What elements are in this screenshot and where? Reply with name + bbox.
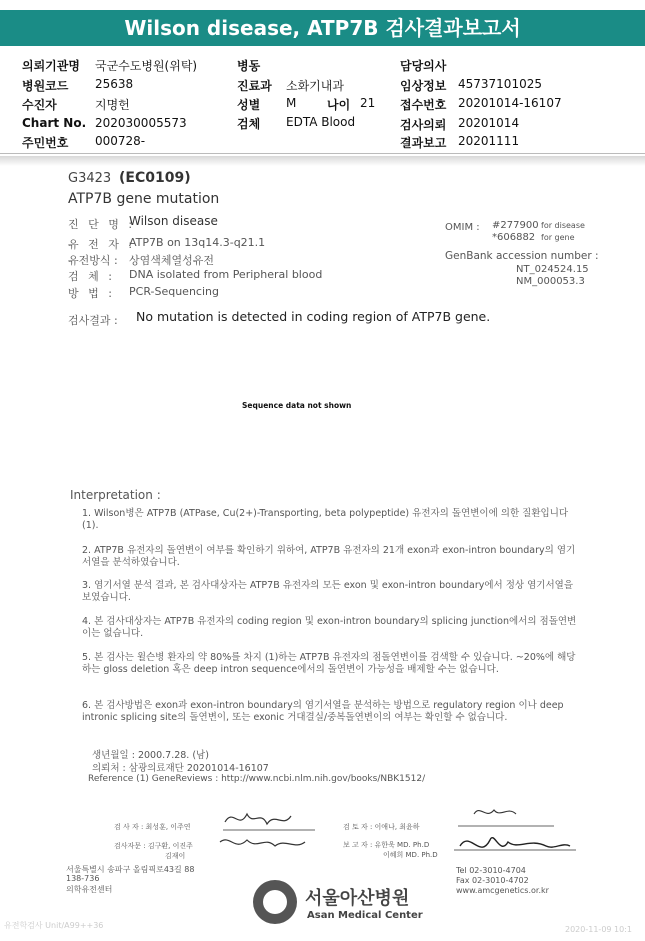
test-code-2: (EC0109) [119, 170, 191, 186]
header-value: M [286, 96, 297, 110]
test-code: G3423 [68, 171, 112, 186]
interpretation-item: 6. 본 검사방법은 exon과 exon-intron boundary의 염기서열을 분석하는 방법으로 regulatory region 이나 deep intronic splicing site의 돌연변이, 또는 exonic 거대결실/중복돌연변이의 여부는 확인할 수 없습니다. [82, 700, 564, 723]
header-value: 25638 [95, 77, 134, 91]
interpretation-item: 1. Wilson병은 ATP7B (ATPase, Cu(2+)-Transporting, beta polypeptide) 유전자의 돌연변이에 의한 질환입니다 (1). [82, 508, 569, 531]
field-value: ATP7B on 13q14.3-q21.1 [129, 236, 266, 249]
header-value: 45737101025 [458, 77, 542, 91]
footer-code: 유전학검사 Unit/A99++36 [4, 921, 104, 930]
interpretation-item: 5. 본 검사는 윌슨병 환자의 약 80%를 차지 (1)하는 ATP7B 유전자의 점돌연변이를 검색할 수 있습니다. ~20%에 해당하는 gloss deletion 혹은 deep intron sequence에서의 돌연변이 가능성을 배제할 수는 없습니다. [82, 652, 576, 675]
header-value: 000728- [95, 134, 146, 148]
header-value: 202030005573 [95, 116, 187, 130]
omim-2-note: for gene [541, 233, 575, 242]
field-label: 방 법 : [68, 287, 115, 300]
header-value: 지명헌 [95, 98, 130, 112]
fax: Fax 02-3010-4702 [456, 876, 529, 885]
age-value: 21 [360, 96, 376, 110]
logo-korean: 서울아산병원 [305, 888, 410, 909]
omim-label: OMIM : [445, 222, 480, 233]
reviewer-label: 검 토 자 : 이애나, 최윤하 [343, 823, 420, 831]
field-value: 상염색체열성유전 [129, 254, 215, 267]
header-key: 검사의뢰 [400, 118, 447, 132]
tester-signature [205, 800, 320, 860]
field-label: 유전방식 : [68, 254, 118, 267]
header-key: 접수번호 [400, 98, 447, 112]
birth-date: 생년월일 : 2000.7.28. (남) [92, 750, 209, 761]
header-key: 임상정보 [400, 79, 447, 93]
header-value: 20201014-16107 [458, 96, 562, 110]
reference: Reference (1) GeneReviews : http://www.ncbi.nlm.nih.gov/books/NBK1512/ [88, 774, 426, 784]
interpretation-item: 3. 염기서열 분석 결과, 본 검사대상자는 ATP7B 유전자의 모든 exon 및 exon-intron boundary에서 정상 염기서열을 보였습니다. [82, 580, 573, 603]
result-label: 검사결과 : [68, 314, 118, 327]
header-value: 20201111 [458, 134, 520, 148]
field-value: DNA isolated from Peripheral blood [129, 268, 323, 281]
manager-sub: 김재이 [165, 852, 186, 860]
report-title: Wilson disease, ATP7B 검사결과보고서 [0, 10, 645, 46]
header-key: Chart No. [22, 116, 87, 130]
header-value: 국군수도병원(위탁) [95, 59, 198, 73]
reporter-sub: 이혜희 MD. Ph.D [383, 851, 438, 859]
reporter-label: 보 고 자 : 유한욱 MD. Ph.D [343, 841, 430, 849]
address-line-2: 138-736 [66, 874, 100, 883]
website: www.amcgenetics.or.kr [456, 886, 549, 895]
interpretation-item: 4. 본 검사대상자는 ATP7B 유전자의 coding region 및 exon-intron boundary의 splicing junction에서의 점돌연변이는 없습니다. [82, 616, 577, 639]
header-key: 성별 [237, 98, 261, 112]
footer-timestamp: 2020-11-09 10:1 [565, 925, 632, 934]
asan-logo-inner [263, 890, 287, 914]
interpretation-item: 2. ATP7B 유전자의 돌연변이 여부를 확인하기 위하여, ATP7B 유전자의 21개 exon과 exon-intron boundary의 염기서열을 분석하였습니다. [82, 545, 576, 568]
header-key: 검체 [237, 117, 261, 131]
page-edge-shadow [0, 156, 645, 166]
address-line-3: 의학유전센터 [66, 885, 113, 894]
tester-label: 검 사 자 : 최성훈, 이주연 [114, 823, 191, 831]
genbank-1: NT_024524.15 [516, 264, 589, 275]
tel: Tel 02-3010-4704 [456, 866, 526, 875]
header-value: 소화기내과 [286, 79, 344, 93]
header-key: 병원코드 [22, 79, 69, 93]
field-label: 유 전 자 : [68, 238, 136, 251]
header-value: 20201014 [458, 116, 520, 130]
reviewer-signature [450, 800, 580, 870]
header-key: 결과보고 [400, 136, 447, 150]
logo-english: Asan Medical Center [307, 910, 423, 921]
omim-1: #277900 [492, 220, 539, 231]
header-key: 주민번호 [22, 136, 69, 150]
address-line-1: 서울특별시 송파구 올림픽로43길 88 [66, 865, 195, 874]
header-key: 담당의사 [400, 59, 447, 73]
result-value: No mutation is detected in coding region of ATP7B gene. [136, 309, 491, 324]
sequence-note: Sequence data not shown [242, 401, 352, 410]
header-key: 진료과 [237, 79, 272, 93]
omim-2: *606882 [492, 232, 536, 243]
interpretation-title: Interpretation : [70, 488, 161, 502]
omim-1-note: for disease [541, 221, 585, 230]
test-name: ATP7B gene mutation [68, 191, 220, 207]
requester: 의뢰처 : 삼광의료재단 20201014-16107 [92, 763, 269, 774]
age-key: 나이 [327, 98, 351, 112]
field-label: 검 체 : [68, 270, 115, 283]
field-label: 진 단 명 : [68, 218, 136, 231]
header-divider [0, 153, 645, 154]
header-key: 의뢰기관명 [22, 59, 80, 73]
header-key: 수진자 [22, 98, 57, 112]
header-value: EDTA Blood [286, 115, 356, 129]
genbank-2: NM_000053.3 [516, 276, 585, 287]
field-value: Wilson disease [129, 214, 218, 228]
field-value: PCR-Sequencing [129, 285, 219, 298]
header-key: 병동 [237, 59, 261, 73]
manager-label: 검사자문 : 김구환, 이진주 [114, 842, 193, 850]
genbank-label: GenBank accession number : [445, 250, 599, 262]
